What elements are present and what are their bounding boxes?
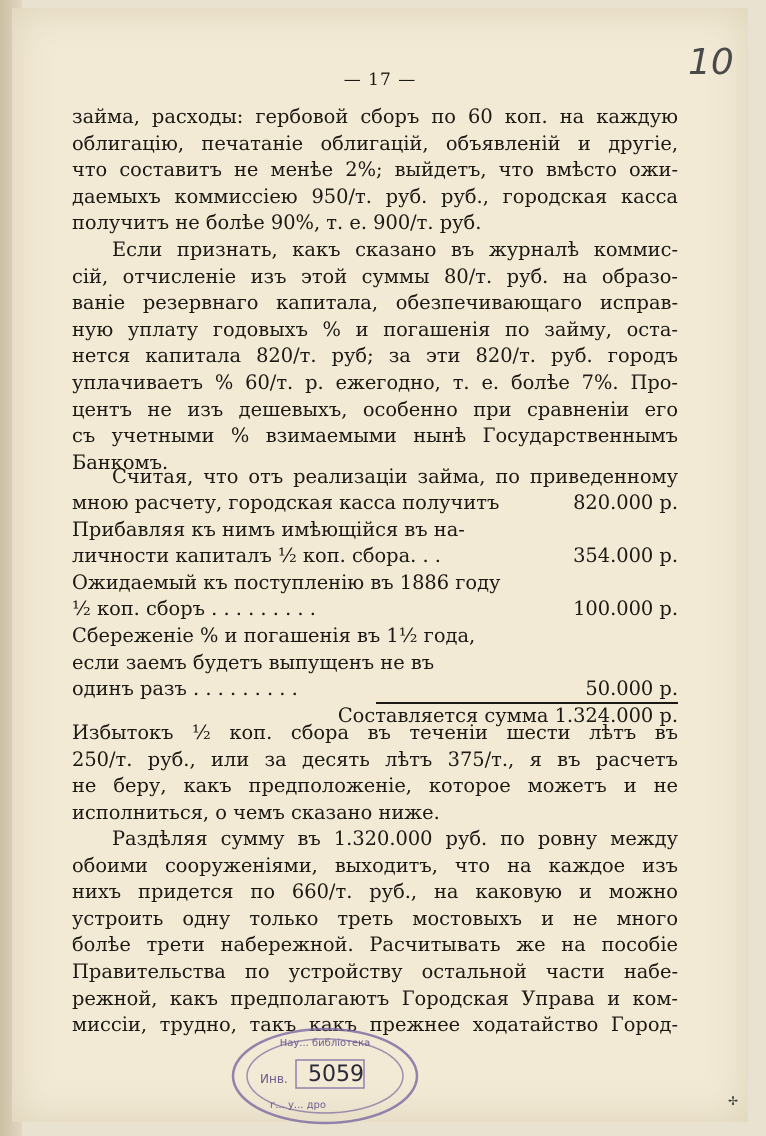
text-line: центъ не изъ дешевыхъ, особенно при сравненіи его: [72, 397, 678, 421]
text-line: исполниться, о чемъ сказано ниже.: [72, 800, 440, 824]
calc-amount: 354.000 р.: [573, 544, 678, 568]
text-line: режной, какъ предполагаютъ Городская Управа и ком-: [72, 986, 678, 1010]
text-line: болѣе трети набережной. Расчитывать же на пособіе: [72, 933, 678, 957]
calc-row: [72, 517, 678, 544]
paragraph-4: [72, 826, 678, 1039]
text-line: не беру, какъ предположеніе, которое можетъ и не: [72, 774, 678, 798]
corner-mark-icon: ✢: [728, 1094, 739, 1108]
text-line: Избытокъ ½ коп. сбора въ теченіи шести лѣтъ въ: [72, 721, 678, 744]
stamp-ring-text: Нау... библіотека: [279, 1038, 371, 1049]
calc-row: [72, 650, 678, 677]
text-line: устроить одну только треть мостовыхъ и не много: [72, 906, 678, 930]
stamp-bottom-text: г... у... дро: [270, 1100, 326, 1111]
paragraph-1: [72, 104, 678, 237]
text-line: займа, расходы: гербовой сборъ по 60 коп. на каждую: [72, 105, 678, 128]
calc-row: [72, 623, 678, 650]
calc-row: [72, 490, 678, 517]
text-line: ваніе резервнаго капитала, обезпечивающаго исправ-: [72, 291, 678, 315]
text-line: Если признать, какъ сказано въ журналѣ коммис-: [112, 238, 678, 261]
text-line: обоими сооруженіями, выходитъ, что на каждое изъ: [72, 853, 678, 877]
calc-amount: 100.000 р.: [573, 597, 678, 621]
text-line: нихъ придется по 660/т. руб., на каковую и можно: [72, 880, 678, 904]
page-number: — 17 —: [343, 70, 417, 90]
paragraph-3: [72, 720, 678, 826]
text-line: Считая, что отъ реализаціи займа, по приведенному: [112, 465, 678, 488]
text-line: ную уплату годовыхъ % и погашенія по займу, оста-: [72, 317, 678, 341]
text-line: съ учетными % взимаемыми нынѣ Государственнымъ: [72, 424, 678, 448]
text-line: Правительства по устройству остальной части набе-: [72, 959, 678, 983]
calc-row: [72, 570, 678, 597]
calc-desc: ½ коп. сборъ . . . . . . . . .: [72, 597, 316, 621]
stamp-label: Инв.: [260, 1072, 288, 1086]
calc-amount: 50.000 р.: [585, 677, 678, 701]
library-stamp: [230, 1026, 420, 1126]
calc-desc: Ожидаемый къ поступленію въ 1886 году: [72, 570, 501, 594]
text-line: Банкомъ.: [72, 450, 169, 474]
text-line: даемыхъ коммиссіею 950/т. руб. руб., городская касса: [72, 184, 678, 208]
calc-row: [72, 596, 678, 623]
handwritten-page-number: 10: [688, 42, 734, 83]
calc-total: Составляется сумма 1.324.000 р.: [337, 703, 678, 727]
calc-desc: одинъ разъ . . . . . . . . .: [72, 677, 298, 701]
text-line: Раздѣляя сумму въ 1.320.000 руб. по ровну между: [112, 827, 678, 850]
inventory-number: 5059: [308, 1062, 364, 1087]
calc-amount: 820.000 р.: [573, 491, 678, 514]
calc-desc: Прибавляя къ нимъ имѣющійся въ на-: [72, 517, 465, 541]
paragraph-2: [72, 237, 678, 476]
calc-row: [72, 676, 678, 703]
text-line: нется капитала 820/т. руб; за эти 820/т. руб. городъ: [72, 344, 678, 368]
text-line: уплачиваетъ % 60/т. р. ежегодно, т. е. болѣе 7%. Про-: [72, 370, 678, 394]
text-line: что составитъ не менѣе 2%; выйдетъ, что вмѣсто ожи-: [72, 158, 678, 182]
text-line: облигацію, печатаніе облигацій, объявленій и другіе,: [72, 131, 678, 155]
calc-desc: мною расчету, городская касса получитъ: [72, 491, 500, 514]
document-page: [12, 8, 748, 1122]
text-line: получитъ не болѣе 90%, т. е. 900/т. руб.: [72, 211, 482, 235]
calc-row: [72, 543, 678, 570]
calc-intro: [72, 464, 678, 491]
text-line: сій, отчисленіе изъ этой суммы 80/т. руб. на образо-: [72, 264, 678, 288]
text-line: 250/т. руб., или за десять лѣтъ 375/т., я въ расчетъ: [72, 747, 678, 771]
calculation-table: [72, 490, 678, 729]
text-line: миссіи, трудно, такъ какъ прежнее ходатайство Город-: [72, 1013, 678, 1037]
calc-desc: если заемъ будетъ выпущенъ не въ: [72, 650, 435, 674]
calc-desc: Сбереженіе % и погашенія въ 1½ года,: [72, 623, 476, 647]
calc-desc: личности капиталъ ½ коп. сбора. . .: [72, 544, 441, 568]
